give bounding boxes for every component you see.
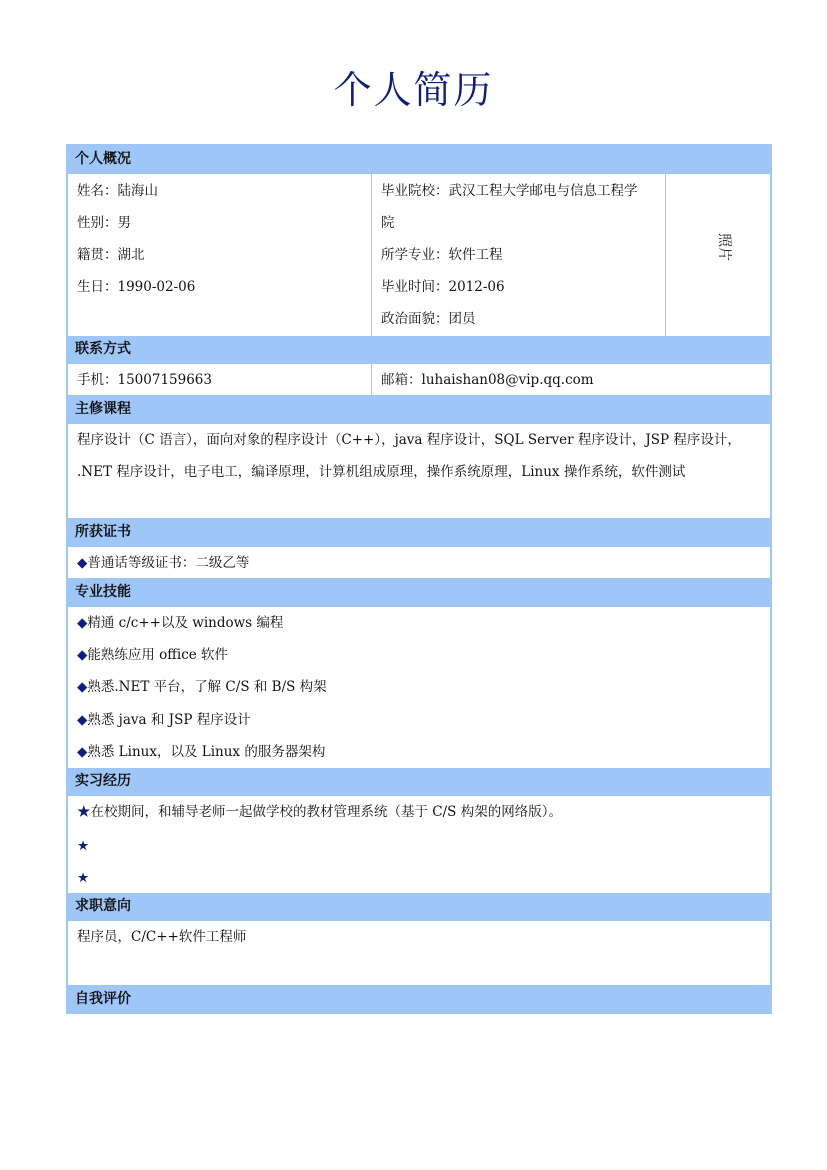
- list-item: ◆熟悉 Linux，以及 Linux 的服务器架构: [77, 744, 326, 760]
- overview-basic-cell: [68, 174, 371, 336]
- star-bullet-icon: ★: [77, 870, 90, 886]
- list-item: [77, 868, 89, 888]
- list-item: ★在校期间，和辅导老师一起做学校的教材管理系统（基于 C/S 构架的网络版）。: [77, 804, 562, 820]
- school-field-continued: 院: [381, 215, 395, 231]
- section-header-self-eval: 自我评价: [75, 991, 131, 1007]
- resume-table: [66, 144, 772, 1014]
- page-title: 个人简历: [333, 68, 494, 112]
- section-header-objective: 求职意向: [75, 898, 131, 914]
- political-status-field: 政治面貌：团员: [381, 311, 476, 327]
- phone-cell: [68, 364, 371, 395]
- diamond-bullet-icon: ◆: [77, 555, 88, 571]
- list-item: ◆熟悉.NET 平台，了解 C/S 和 B/S 构架: [77, 679, 327, 695]
- major-field: 所学专业：软件工程: [381, 247, 503, 263]
- overview-education-cell: [372, 174, 665, 336]
- list-item: ◆精通 c/c++以及 windows 编程: [77, 615, 284, 631]
- list-item: [77, 836, 89, 856]
- section-header-contact: 联系方式: [75, 341, 131, 357]
- objective-cell: [68, 921, 770, 985]
- diamond-bullet-icon: ◆: [77, 647, 88, 663]
- birthday-field: 生日：1990-02-06: [77, 279, 196, 295]
- diamond-bullet-icon: ◆: [77, 744, 88, 760]
- email-cell: [372, 364, 770, 395]
- section-header-internship: 实习经历: [75, 773, 131, 789]
- diamond-bullet-icon: ◆: [77, 679, 88, 695]
- school-field: 毕业院校：武汉工程大学邮电与信息工程学: [381, 183, 638, 199]
- email-field: 邮箱：luhaishan08@vip.qq.com: [381, 372, 594, 388]
- hometown-field: 籍贯：湖北: [77, 247, 145, 263]
- list-item: ◆熟悉 java 和 JSP 程序设计: [77, 712, 251, 728]
- photo-placeholder: [666, 174, 770, 336]
- section-header-skills: 专业技能: [75, 584, 131, 600]
- courses-cell: [68, 424, 770, 518]
- star-bullet-icon: ★: [77, 838, 90, 854]
- courses-line: 程序设计（C 语言），面向对象的程序设计（C++），java 程序设计，SQL Server 程序设计，JSP 程序设计，: [77, 432, 741, 448]
- list-item: ◆普通话等级证书：二级乙等: [77, 555, 250, 571]
- phone-field: 手机：15007159663: [77, 372, 212, 388]
- list-item: ◆能熟练应用 office 软件: [77, 647, 229, 663]
- objective-text: 程序员，C/C++软件工程师: [77, 929, 247, 945]
- gender-field: 性别：男: [77, 215, 131, 231]
- certificates-cell: [68, 547, 770, 578]
- diamond-bullet-icon: ◆: [77, 712, 88, 728]
- section-header-certificates: 所获证书: [75, 524, 131, 540]
- graduation-field: 毕业时间：2012-06: [381, 279, 505, 295]
- section-header-courses: 主修课程: [75, 401, 131, 417]
- name-field: 姓名：陆海山: [77, 183, 158, 199]
- internship-cell: [68, 796, 770, 893]
- skills-cell: [68, 607, 770, 768]
- section-header-overview: 个人概况: [75, 151, 131, 167]
- star-bullet-icon: ★: [77, 804, 91, 820]
- diamond-bullet-icon: ◆: [77, 615, 88, 631]
- photo-label: 照片: [716, 233, 732, 261]
- courses-line: .NET 程序设计，电子电工，编译原理，计算机组成原理，操作系统原理，Linux 操作系统，软件测试: [77, 464, 686, 480]
